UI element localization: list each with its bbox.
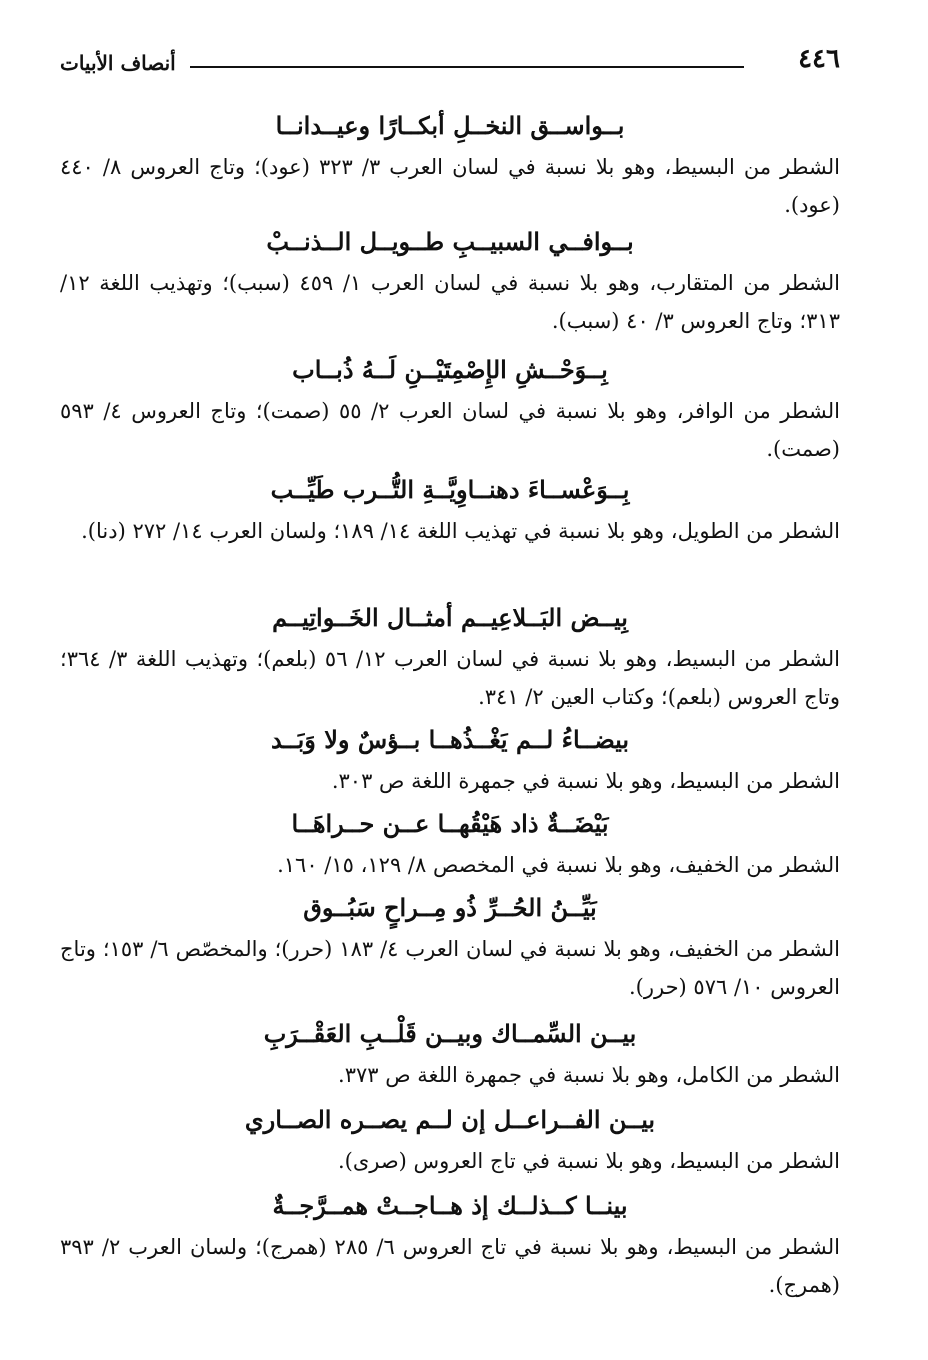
running-title: أنصاف الأبيات (60, 51, 176, 75)
verse-note: الشطر من البسيط، وهو بلا نسبة في تاج العروس ٦/ ٢٨٥ (همرج)؛ ولسان العرب ٢/ ٣٩٣ (همرج). (60, 1235, 840, 1297)
verse-entry (60, 1186, 840, 1304)
verse-entry (60, 888, 840, 1006)
verse-note: الشطر من البسيط، وهو بلا نسبة في تاج العروس (صرى). (337, 1149, 840, 1173)
verse-entry (60, 1014, 840, 1094)
verse-entry (60, 804, 840, 884)
verse-note: الشطر من البسيط، وهو بلا نسبة في جمهرة اللغة ص ٣٠٣. (331, 769, 840, 793)
verse-line: بيــن الفــراعــل إن لــم يصــره الصــاري (244, 1105, 656, 1134)
verse-line: بــواســق النخــلِ أبكــارًا وعيــدانــا (275, 111, 625, 140)
verse-line: بَيْضَــةٌ ذاد هَيْقُهــا عــن حــراهَــا (291, 809, 609, 838)
verse-entry (60, 222, 840, 340)
verse-note: الشطر من الخفيف، وهو بلا نسبة في لسان العرب ٤/ ١٨٣ (حرر)؛ والمخصّص ٦/ ١٥٣؛ وتاج العروس ١٠/ ٥٧٦ (حرر). (60, 937, 840, 999)
verse-note: الشطر من المتقارب، وهو بلا نسبة في لسان العرب ١/ ٤٥٩ (سبب)؛ وتهذيب اللغة ١٢/ ٣١٣؛ وتاج العروس ٣/ ٤٠ (سبب). (60, 271, 840, 333)
verse-note: الشطر من الوافر، وهو بلا نسبة في لسان العرب ٢/ ٥٥ (صمت)؛ وتاج العروس ٤/ ٥٩٣ (صمت). (60, 399, 840, 461)
verse-line: بيــن السِّمــاك وبيــن قَلْــبِ العَقْــرَبِ (263, 1019, 637, 1048)
verse-line: بــوافــي السبيــبِ طــويــل الــذنــبْ (266, 227, 634, 256)
verse-line: بِيــض البَــلاعِيــم أمثــال الخَــواتِيــم (272, 603, 628, 632)
verse-line: بَيِّــنُ الحُــرِّ ذُو مِــراحٍ سَبُــوق (303, 893, 597, 922)
verse-note: الشطر من البسيط، وهو بلا نسبة في لسان العرب ٣/ ٣٢٣ (عود)؛ وتاج العروس ٨/ ٤٤٠ (عود). (60, 155, 840, 217)
page-number: ٤٤٦ (798, 44, 840, 74)
verse-entry (60, 720, 840, 800)
verse-entry (60, 470, 840, 550)
verse-note: الشطر من الخفيف، وهو بلا نسبة في المخصص ٨/ ١٢٩، ١٥/ ١٦٠. (277, 853, 840, 877)
verse-note: الشطر من الكامل، وهو بلا نسبة في جمهرة اللغة ص ٣٧٣. (338, 1063, 840, 1087)
verse-entry (60, 106, 840, 224)
verse-line: بينــا كــذلــك إذ هــاجــتْ همــرَّجــةٌ (272, 1191, 628, 1220)
verse-note: الشطر من الطويل، وهو بلا نسبة في تهذيب اللغة ١٤/ ١٨٩؛ ولسان العرب ١٤/ ٢٧٢ (دنا). (81, 519, 840, 543)
verse-entry (60, 1100, 840, 1180)
verse-line: بِــوَحْــشِ الإِصْمِتَيْــنِ لَــهُ ذُبــاب (292, 355, 608, 384)
verse-note: الشطر من البسيط، وهو بلا نسبة في لسان العرب ١٢/ ٥٦ (بلعم)؛ وتهذيب اللغة ٣/ ٣٦٤؛ وتاج العروس (بلعم)؛ وكتاب العين ٢/ ٣٤١. (60, 647, 840, 709)
verse-line: بيضــاءُ لــم يَغْــذُهــا بــؤسٌ ولا وَبَــد (270, 725, 630, 754)
verse-entry (60, 350, 840, 468)
verse-line: بِــوَعْســاءَ دهنــاوِيَّــةِ التُّــرب طَيِّــب (270, 475, 630, 504)
verse-entry (60, 598, 840, 716)
